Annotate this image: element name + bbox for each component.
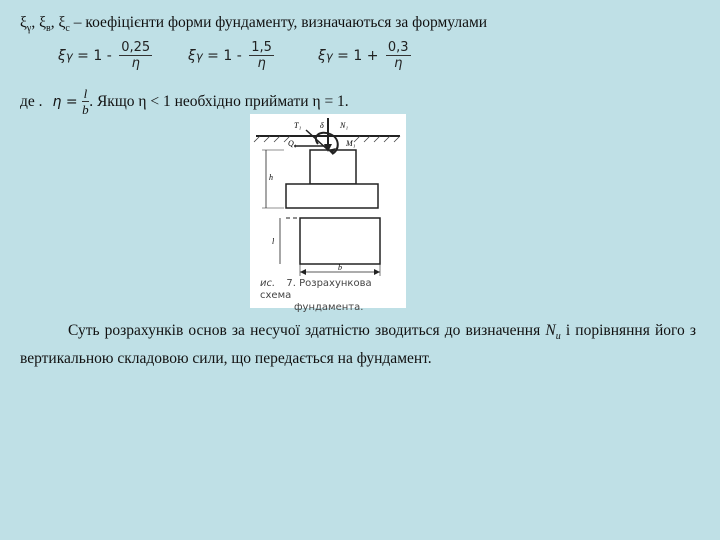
label-m1: M₁ (346, 139, 356, 148)
label-b: b (338, 263, 342, 272)
formula-2-numerator: 1,5 (251, 40, 272, 55)
xi-sep-2: , ξ (50, 14, 66, 31)
eta-fraction (82, 86, 90, 117)
eta-condition-text: . Якщо η < 1 необхідно приймати η = 1. (89, 92, 349, 110)
label-q1: Q₁ (288, 139, 297, 148)
formula-1-numerator: 0,25 (121, 40, 151, 55)
formula-1 (58, 40, 152, 71)
formula-2-denominator: η (257, 56, 266, 71)
eta-denominator: b (82, 102, 89, 117)
formula-3-operator: = 1 + (332, 47, 383, 64)
xi-gamma-sub: γ (26, 23, 32, 35)
foundation-scheme-figure (250, 114, 406, 313)
shape-coefficients-line (20, 14, 487, 34)
label-h: h (269, 173, 273, 182)
column-block (310, 150, 356, 184)
label-t1: T₁ (294, 121, 302, 130)
formula-3-symbol: ξ (318, 47, 326, 64)
paragraph-part-2: і порівняння його з вертикальною складовою сили, що передається на фундамент. (20, 322, 697, 368)
paragraph-part-1: Суть розрахунків основ за несучої здатністю зводиться до визначення (68, 322, 546, 339)
eta-symbol: η (52, 93, 62, 110)
formula-2-operator: = 1 - (202, 47, 247, 64)
formula-3-fraction (386, 40, 411, 71)
nu-symbol: N (545, 322, 556, 339)
eta-equals: = (61, 93, 78, 110)
formula-1-symbol: ξ (58, 47, 66, 64)
formula-2 (188, 40, 274, 71)
label-n1: N₁ (340, 121, 349, 130)
nu-subscript: u (555, 331, 561, 343)
label-delta: δ (320, 121, 324, 130)
bearing-capacity-paragraph (20, 320, 696, 370)
formula-2-sub: γ (195, 48, 203, 63)
xi-symbol: ξ (20, 14, 27, 31)
formula-1-denominator: η (131, 56, 140, 71)
eta-definition-line (20, 86, 349, 117)
footing-slab (286, 184, 378, 208)
formula-2-fraction (249, 40, 274, 71)
where-label: де . (20, 92, 43, 110)
caption-line-1: Розрахункова схема (260, 278, 372, 301)
caption-line-2: фундамента. (294, 302, 364, 313)
formula-3-denominator: η (394, 56, 403, 71)
xi-sep-1: , ξ (31, 14, 47, 31)
xi-c-sub: c (65, 23, 70, 35)
eta-numerator: l (83, 86, 88, 101)
formula-1-operator: = 1 - (72, 47, 117, 64)
xi-b-sub: в (46, 23, 51, 35)
figure-caption (260, 278, 406, 314)
soil-block (300, 218, 380, 264)
formula-1-fraction (119, 40, 152, 71)
formula-1-sub: γ (65, 48, 73, 63)
formula-3-numerator: 0,3 (387, 40, 409, 55)
formula-3 (318, 40, 411, 71)
caption-number: 7. (286, 278, 296, 289)
label-l: l (272, 237, 275, 246)
shape-coefficients-text: – коефіцієнти форми фундаменту, визначаються за формулами (69, 14, 488, 31)
caption-prefix: ис. (260, 278, 276, 289)
formula-3-sub: γ (325, 48, 333, 63)
formula-2-symbol: ξ (188, 47, 196, 64)
